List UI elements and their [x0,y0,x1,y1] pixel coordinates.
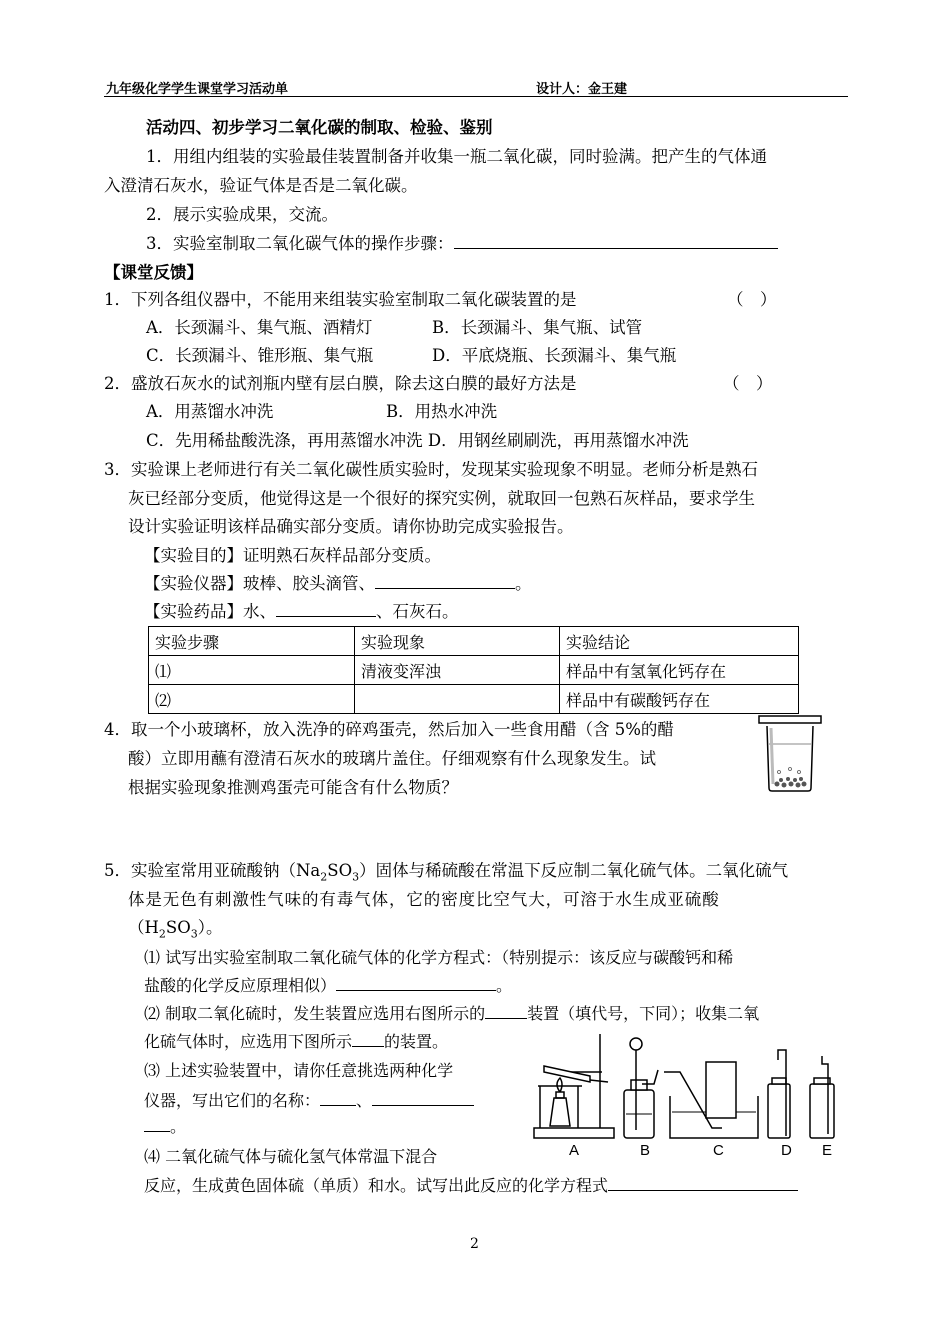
q5-part-4b [144,1172,798,1200]
activity-item-2: 2．展示实验成果，交流。 [146,205,338,224]
q3-reagents [144,598,459,626]
glass-highlight [771,728,773,784]
figure-label-c: C [713,1142,724,1159]
q3-instruments [144,570,532,598]
q5-part-3b [144,1087,474,1115]
q5-text: （H [128,918,159,937]
q3-purpose: 【实验目的】证明熟石灰样品部分变质。 [144,546,441,565]
subscript: 3 [352,870,360,884]
equation-blank[interactable] [336,972,496,991]
figure-label-b: B [640,1142,651,1159]
activity-item-3-text: 3．实验室制取二氧化碳气体的操作步骤： [146,234,454,253]
q5-text: 装置（填代号，下同）；收集二氧 [527,1004,760,1023]
apparatus-b [624,1038,658,1138]
answer-blank[interactable] [454,230,778,249]
q5-text: 盐酸的化学反应原理相似） [144,976,337,995]
instrument-name-blank[interactable] [372,1087,474,1106]
q2-option-cd: C．先用稀盐酸洗涤，再用蒸馏水冲洗 D．用钢丝刷刷洗，再用蒸馏水冲洗 [146,431,689,450]
q3-line-2: 灰已经部分变质，他觉得这是一个很好的探究实例，就取回一包熟石灰样品，要求学生 [128,489,755,508]
table-cell[interactable]: 样品中有碳酸钙存在 [560,685,799,714]
header-title: 九年级化学学生课堂学习活动单 [106,82,289,97]
feedback-title: 【课堂反馈】 [104,263,203,282]
q5-part-3c [144,1113,186,1141]
q1-option-c: C．长颈漏斗、锥形瓶、集气瓶 [146,346,374,365]
q3-instruments-text: 【实验仪器】玻棒、胶头滴管、 [144,574,375,593]
figure-label-e: E [822,1142,833,1159]
q3-instruments-end: 。 [515,574,532,593]
q5-text: ）固体与稀硫酸在常温下反应制二氧化硫气体。二氧化硫气 [359,861,789,880]
q1-paren: （ ） [727,290,777,309]
page-number: 2 [470,1236,479,1252]
figure-label-a: A [569,1142,580,1159]
q1-option-a: A．长颈漏斗、集气瓶、酒精灯 [146,318,373,337]
glass-plate [759,716,821,723]
activity-item-1b: 入澄清石灰水，验证气体是否是二氧化碳。 [104,176,418,195]
table-cell[interactable]: 清液变浑浊 [355,656,560,685]
q1-option-b: B．长颈漏斗、集气瓶、试管 [432,318,643,337]
table-header: 实验现象 [355,627,560,656]
q5-text: 5．实验室常用亚硫酸钠（Na [104,861,321,880]
table-cell[interactable]: ⑵ [149,685,355,714]
subscript: 3 [190,927,198,941]
q5-text: 仪器，写出它们的名称： [144,1091,321,1110]
instrument-name-blank[interactable] [144,1113,170,1132]
equation-blank[interactable] [608,1172,798,1191]
q5-text: 。 [496,976,513,995]
activity-item-3 [146,230,778,258]
collect-blank[interactable] [352,1028,384,1047]
q5-text: ⑵ 制取二氧化硫时，发生装置应选用右图所示的 [144,1004,486,1023]
q5-text: SO [327,861,353,880]
q3-line-1: 3．实验课上老师进行有关二氧化碳性质实验时，发现某实验现象不明显。老师分析是熟石 [104,460,758,479]
q1-stem: 1．下列各组仪器中，不能用来组装实验室制取二氧化碳装置的是 [104,290,577,309]
q4-line-2: 酸）立即用蘸有澄清石灰水的玻璃片盖住。仔细观察有什么现象发生。试 [128,749,656,768]
q2-option-b: B．用热水冲洗 [386,402,498,421]
table-header: 实验步骤 [149,627,355,656]
instrument-name-blank[interactable] [320,1087,356,1106]
q5-part-2a [144,1000,759,1028]
q3-reagents-end: 、石灰石。 [376,602,459,621]
activity-title: 活动四、初步学习二氧化碳的制取、检验、鉴别 [146,118,493,137]
q2-paren: （ ） [723,374,773,393]
bubbles [778,768,801,774]
q2-stem: 2．盛放石灰水的试剂瓶内壁有层白膜，除去这白膜的最好方法是 [104,374,577,393]
q1-option-d: D．平底烧瓶、长颈漏斗、集气瓶 [432,346,677,365]
apparatus-a [534,1034,614,1138]
header-rule [104,96,848,97]
table-header: 实验结论 [560,627,799,656]
q5-text: SO [165,918,191,937]
table-header-row [149,627,799,656]
apparatus-c [664,1062,758,1138]
table-row [149,685,799,714]
header-author: 设计人：金王建 [536,82,628,97]
activity-item-1a: 1．用组内组装的实验最佳装置制备并收集一瓶二氧化碳，同时验满。把产生的气体通 [146,147,767,166]
beaker-figure [757,714,823,794]
q3-line-3: 设计实验证明该样品确实部分变质。请你协助完成实验报告。 [128,517,574,536]
q5-line-2: 体是无色有刺激性气味的有毒气体，它的密度比空气大，可溶于水生成亚硫酸 [128,890,720,909]
q5-text: 的装置。 [384,1032,449,1051]
q5-text: 。 [170,1117,187,1136]
figure-label-d: D [781,1142,792,1159]
q5-text: 化硫气体时，应选用下图所示 [144,1032,353,1051]
q3-reagents-text: 【实验药品】水、 [144,602,276,621]
subscript: 2 [158,927,166,941]
table-cell[interactable]: ⑴ [149,656,355,685]
table-cell[interactable] [355,685,560,714]
apparatus-e [810,1056,834,1138]
reagent-blank[interactable] [276,598,376,617]
table-row [149,656,799,685]
instrument-blank[interactable] [375,570,515,589]
q5-text: ）。 [197,918,223,937]
report-table [148,626,799,714]
q5-text: 、 [356,1091,373,1110]
q4-line-3: 根据实验现象推测鸡蛋壳可能含有什么物质？ [128,778,458,797]
q5-part-2b [144,1028,448,1056]
eggshell-pieces [775,777,807,788]
q5-part-1b [144,972,512,1000]
table-cell[interactable]: 样品中有氢氧化钙存在 [560,656,799,685]
q5-text: 反应，生成黄色固体硫（单质）和水。试写出此反应的化学方程式 [144,1176,609,1195]
subscript: 2 [320,870,328,884]
q5-part-3a: ⑶ 上述实验装置中，请你任意挑选两种化学 [144,1061,454,1080]
device-blank[interactable] [485,1000,527,1019]
q5-part-4a: ⑷ 二氧化硫气体与硫化氢气体常温下混合 [144,1147,438,1166]
q5-part-1a: ⑴ 试写出实验室制取二氧化硫气体的化学方程式：（特别提示：该反应与碳酸钙和稀 [144,948,734,967]
apparatus-d [768,1050,790,1138]
q4-line-1: 4．取一个小玻璃杯，放入洗净的碎鸡蛋壳，然后加入一些食用醋（含 5%的醋 [104,720,674,739]
q2-option-a: A．用蒸馏水冲洗 [146,402,274,421]
